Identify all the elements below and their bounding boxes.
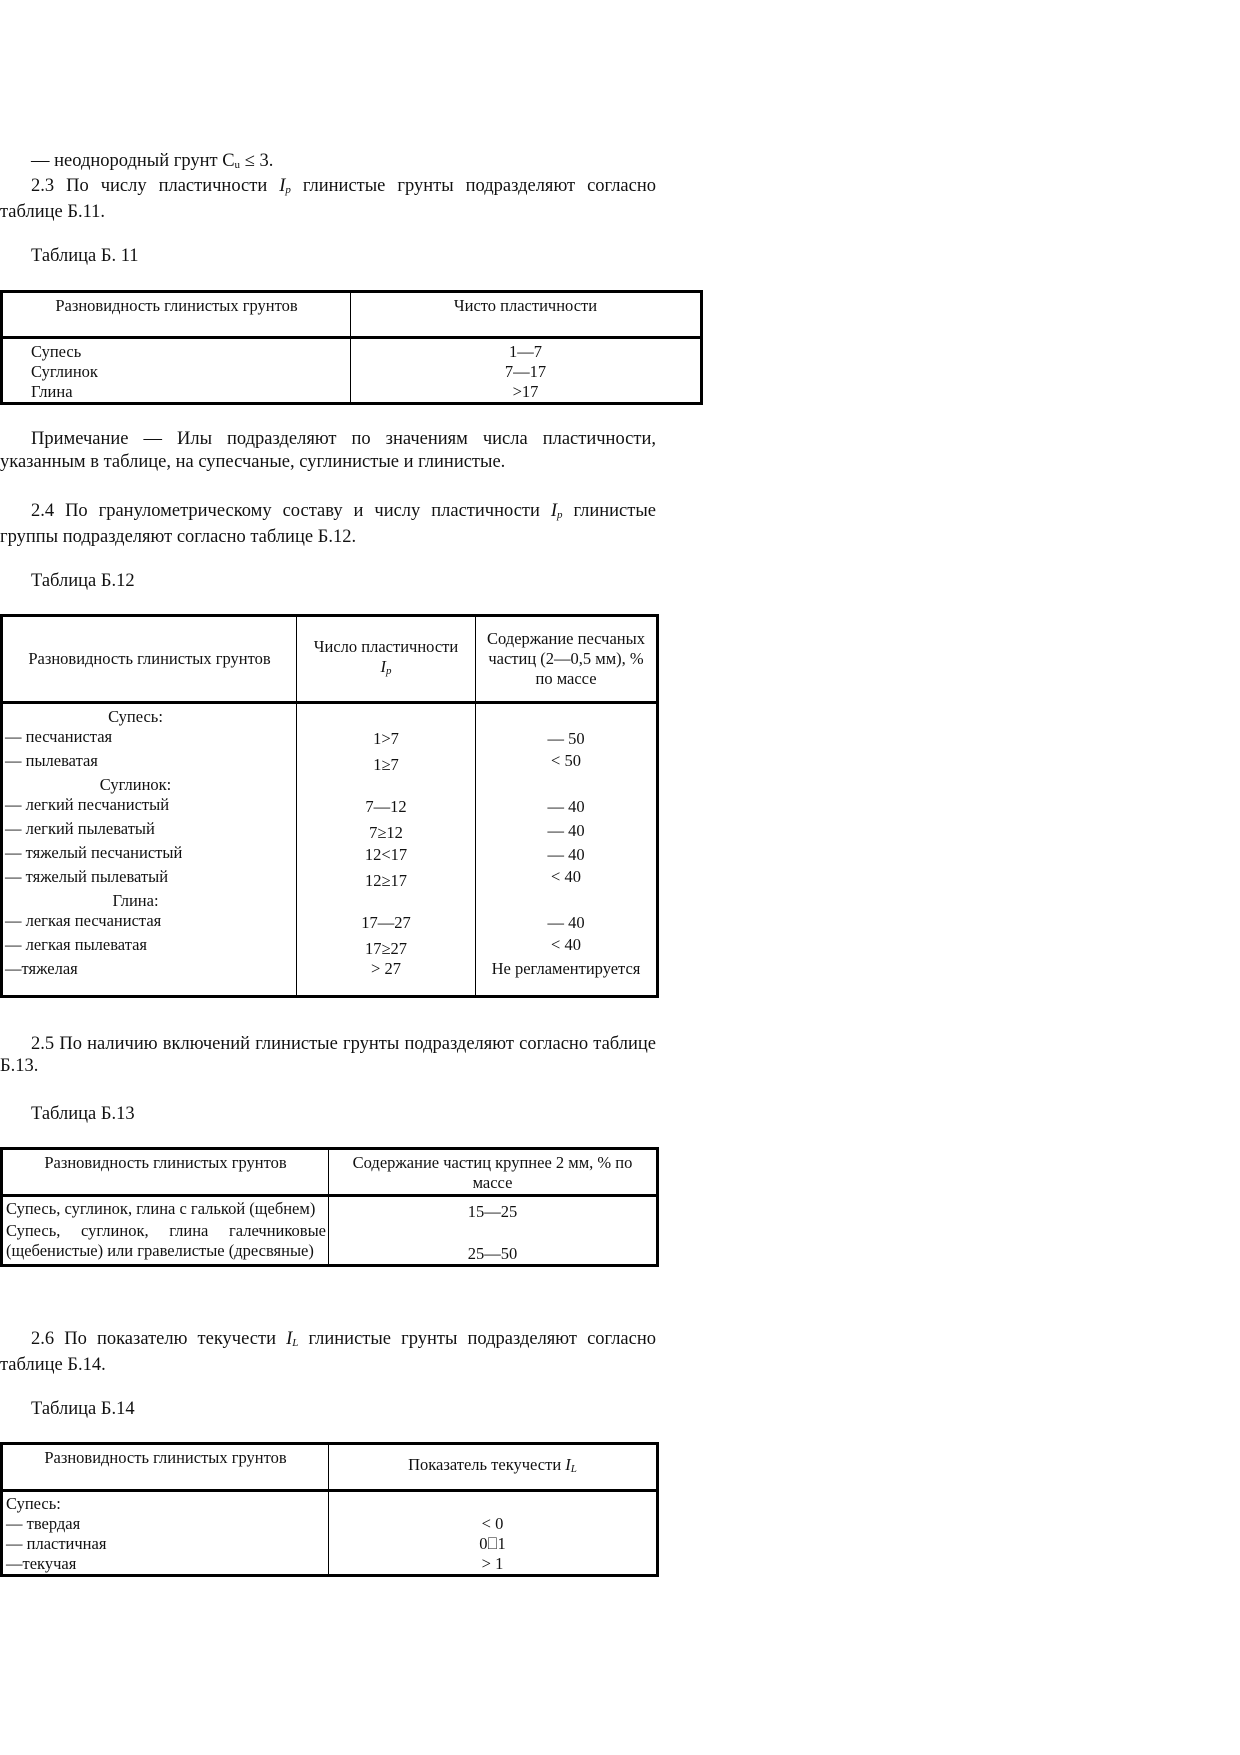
table-row: — тяжелый пылеватый: [5, 867, 169, 886]
p23-text-a: 2.3 По числу пластичности: [31, 176, 280, 196]
intro-subscript: u: [234, 159, 241, 171]
header-label: Показатель текучести: [408, 1455, 566, 1474]
il-subscript: L: [570, 1463, 577, 1475]
il-symbol: I: [565, 1455, 571, 1474]
ip-symbol: I: [380, 657, 386, 676]
table-b13: [0, 1147, 659, 1267]
table-b14: [0, 1442, 659, 1577]
p24-text-a: 2.4 По гранулометрическому составу и числу пластичности: [31, 501, 551, 521]
table-b14-values: [329, 1491, 658, 1576]
table-b11-caption: Таблица Б. 11: [31, 246, 139, 266]
table-row: — легкая песчанистая: [5, 911, 162, 930]
table-row: — пылеватая: [5, 751, 98, 770]
table-row: —текучая: [6, 1554, 77, 1573]
table-b11-header-type: Разновидность глинистых грунтов: [2, 292, 351, 338]
table-cell: 25—50: [467, 1244, 518, 1263]
table-b11-header-plasticity: Чисто пластичности: [351, 292, 702, 338]
table-b13-values: [329, 1196, 658, 1266]
table-b13-caption: Таблица Б.13: [31, 1104, 135, 1124]
table-b14-header-fluidity: [329, 1444, 658, 1491]
table-row: — пластичная: [6, 1534, 107, 1553]
table-cell: 7≥12: [369, 823, 403, 842]
table-cell: 7—12: [365, 797, 407, 816]
table-row: — песчанистая: [5, 727, 113, 746]
table-cell: >17: [512, 382, 539, 401]
table-cell: < 50: [551, 751, 581, 770]
ip-symbol: I: [279, 176, 286, 196]
paragraph-2-6: [0, 1328, 656, 1376]
table-row: — легкий пылеватый: [5, 819, 155, 838]
table-cell: — 40: [547, 913, 585, 932]
paragraph-2-4: [0, 500, 656, 548]
header-label: Число пластичности: [313, 637, 459, 656]
table-b11-values: [351, 338, 702, 404]
ip-subscript: p: [557, 509, 563, 521]
table-cell: 7—17: [504, 362, 547, 381]
table-row: — легкий песчанистый: [5, 795, 170, 814]
table-row: — легкая пылеватая: [5, 935, 148, 954]
p24-text-b: глинистые группы подразделяют согласно таблице Б.12.: [0, 501, 656, 547]
p23-text-b: глинистые грунты подразделяют согласно таблице Б.11.: [0, 176, 656, 222]
table-b12-header-sand: Содержание песчаных частиц (2—0,5 мм), % по массе: [476, 616, 658, 703]
table-b11-names: [2, 338, 351, 404]
p26-text-b: глинистые грунты подразделяют согласно таблице Б.14.: [0, 1329, 656, 1375]
il-subscript: L: [292, 1337, 299, 1349]
table-b13-header-type: Разновидность глинистых грунтов: [2, 1149, 329, 1196]
table-b14-caption: Таблица Б.14: [31, 1399, 135, 1419]
table-cell: Не регламентируется: [491, 959, 641, 978]
table-row: — тяжелый песчанистый: [5, 843, 183, 862]
table-cell: — 40: [547, 821, 585, 840]
ip-symbol: I: [550, 501, 558, 521]
table-cell: 1—7: [509, 342, 542, 361]
table-cell: — 40: [547, 845, 585, 864]
table-cell: 12≥17: [364, 871, 408, 890]
intro-line: [0, 150, 656, 176]
table-b14-header-type: Разновидность глинистых грунтов: [2, 1444, 329, 1491]
table-row: —тяжелая: [5, 959, 78, 978]
table-cell: — 40: [547, 797, 585, 816]
table-cell: — 50: [547, 729, 585, 748]
group-title: Суглинок:: [99, 775, 172, 794]
paragraph-2-3: [0, 175, 656, 223]
table-cell: < 0: [481, 1514, 504, 1533]
group-title: Супесь:: [6, 1494, 61, 1513]
table-row: Супесь, суглинок, глина галечниковые (щебенистые) или гравелистые (дресвяные): [6, 1221, 326, 1260]
table-b12-names: [2, 703, 297, 997]
ip-subscript: p: [285, 184, 291, 196]
table-b12-plasticity-values: [297, 703, 476, 997]
table-b14-names: [2, 1491, 329, 1576]
table-b12: [0, 614, 659, 998]
table-row: Глина: [31, 382, 73, 401]
table-row: — твердая: [6, 1514, 81, 1533]
intro-tail: ≤ 3.: [240, 151, 274, 171]
group-title: Глина:: [112, 891, 159, 910]
table-cell: 1>7: [373, 729, 399, 748]
table-cell: > 27: [371, 959, 401, 978]
table-row: Суглинок: [31, 362, 98, 381]
table-cell: < 40: [551, 867, 581, 886]
table-b12-sand-values: [476, 703, 658, 997]
table-b12-caption: Таблица Б.12: [31, 571, 135, 591]
table-cell: 15—25: [467, 1202, 518, 1221]
table-cell: < 40: [551, 935, 581, 954]
table-row: Супесь, суглинок, глина с галькой (щебнем): [6, 1199, 316, 1218]
table-cell: 17—27: [361, 913, 411, 932]
paragraph-2-5: 2.5 По наличию включений глинистые грунты подразделяют согласно таблице Б.13.: [0, 1034, 656, 1076]
group-title: Супесь:: [108, 707, 163, 726]
table-cell: 12<17: [364, 845, 408, 864]
note: Примечание — Илы подразделяют по значениям числа пластичности, указанным в таблице, на супесчаные, суглинистые и глинистые.: [0, 429, 656, 472]
table-b12-header-plasticity: [297, 616, 476, 703]
table-b13-names: [2, 1196, 329, 1266]
table-row: Супесь: [31, 342, 82, 361]
table-b12-header-type: Разновидность глинистых грунтов: [2, 616, 297, 703]
ip-subscript: p: [386, 665, 392, 677]
intro-text: — неоднородный грунт C: [31, 151, 235, 171]
il-symbol: I: [286, 1329, 293, 1349]
p26-text-a: 2.6 По показателю текучести: [31, 1329, 287, 1349]
table-b13-header-content: Содержание частиц крупнее 2 мм, % по массе: [329, 1149, 658, 1196]
table-cell: 0⎕1: [479, 1534, 506, 1553]
table-cell: > 1: [481, 1554, 504, 1573]
table-cell: 17≥27: [364, 939, 408, 958]
table-b11: [0, 290, 703, 405]
table-cell: 1≥7: [373, 755, 399, 774]
